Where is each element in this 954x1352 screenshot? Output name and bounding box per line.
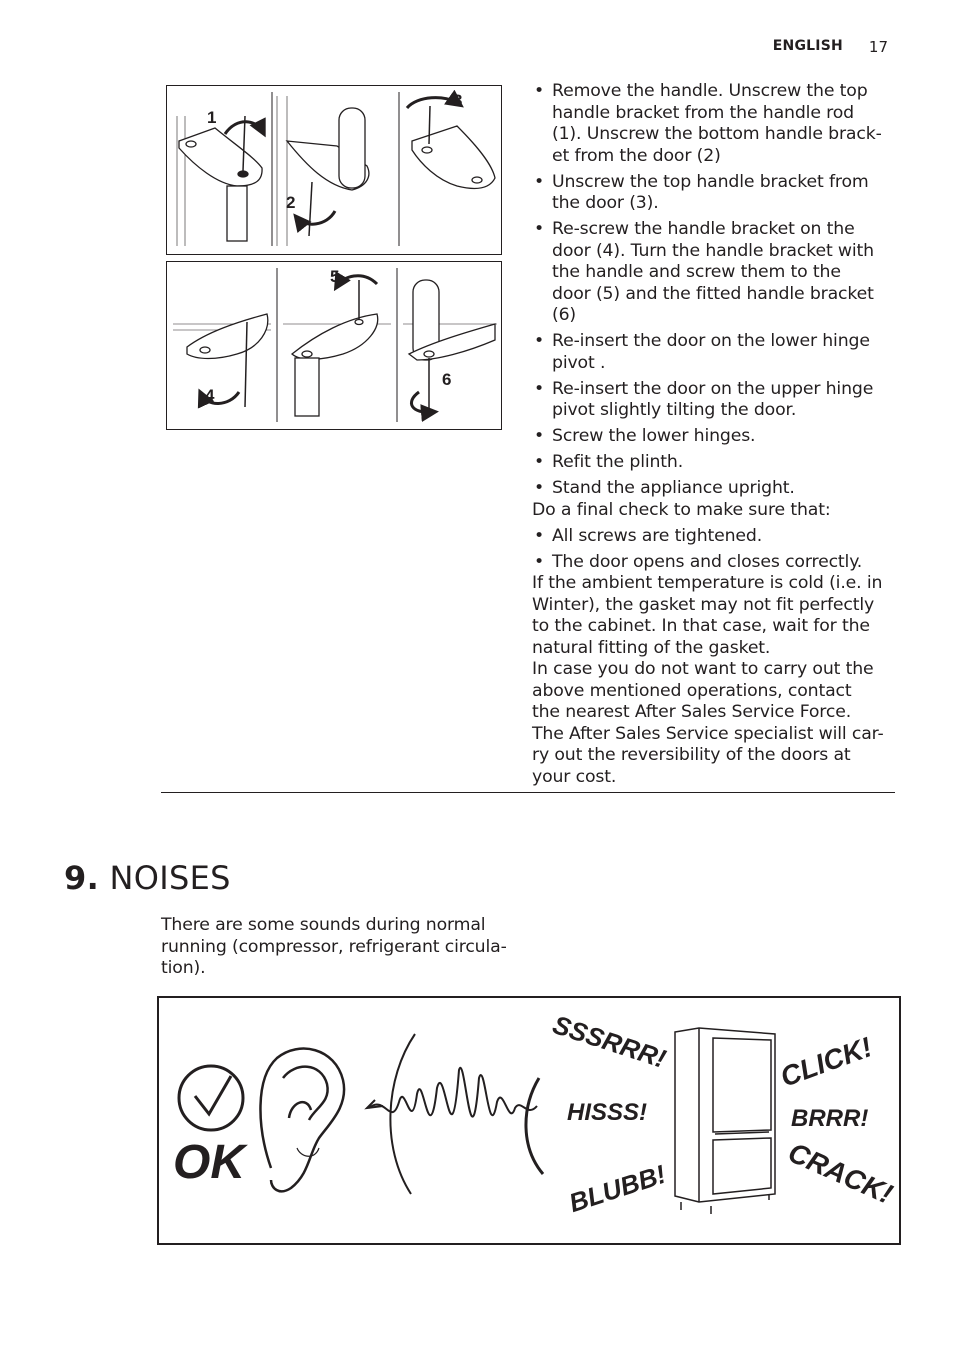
check-circle-icon [179, 1066, 243, 1130]
noise-drawing [159, 998, 899, 1243]
sound-blubb: BLUBB! [565, 1158, 670, 1219]
step-item: • Re-screw the handle bracket on the door (4). Turn the handle bracket with the handle and screw them to the door (5) and the fitted handle bracket (6) [532, 219, 884, 327]
step-label-6: 6 [442, 370, 452, 389]
final-check-intro: Do a final check to make sure that: [532, 499, 831, 520]
gasket-note: If the ambient temperature is cold (i.e. in Winter), the gasket may not fit perfectly to the cabinet. In that case, wait for the natural fitting of the gasket. [532, 573, 883, 658]
check-list [532, 526, 884, 574]
header-language: ENGLISH [772, 38, 843, 54]
step-item: • Unscrew the top handle bracket from the door (3). [532, 172, 884, 215]
step-item: • Screw the lower hinges. [532, 426, 884, 448]
step-list [532, 81, 884, 500]
step-label-1: 1 [207, 108, 217, 127]
section-number: 9. [64, 859, 100, 897]
ear-icon [260, 1049, 344, 1192]
sound-crack: CRACK! [783, 1136, 898, 1210]
sound-click: CLICK! [776, 1031, 877, 1093]
handle-removal-figure [166, 85, 502, 255]
page-number: 17 [868, 38, 888, 56]
step-item: • Re-insert the door on the upper hinge pivot slightly tilting the door. [532, 379, 884, 422]
section-heading [64, 858, 231, 898]
section-title: NOISES [109, 859, 231, 897]
step-item: • Remove the handle. Unscrew the top handle bracket from the handle rod (1). Unscrew the bottom handle brack-et from the door (2) [532, 81, 884, 167]
handle-refit-figure [166, 261, 502, 430]
handle-removal-drawing [167, 86, 501, 254]
step-item: • Refit the plinth. [532, 452, 884, 474]
noise-illustration [157, 996, 901, 1245]
step-item: • Re-insert the door on the lower hinge pivot . [532, 331, 884, 374]
fridge-icon [675, 1028, 775, 1214]
ok-label: OK [173, 1136, 245, 1189]
check-item: • All screws are tightened. [532, 526, 884, 548]
step-label-4: 4 [205, 386, 215, 405]
check-item: • The door opens and closes correctly. [532, 552, 884, 574]
sound-wave-icon [367, 1034, 543, 1194]
sound-hisss: HISSS! [567, 1099, 648, 1126]
door-reversal-instructions [532, 81, 884, 788]
service-note: In case you do not want to carry out the above mentioned operations, contact the nearest After Sales Service Force. The After Sales Service specialist will car-ry out the reversibility of the doors at your cost. [532, 659, 884, 787]
sound-sssrrr: SSSRRR! [549, 1009, 670, 1074]
handle-refit-drawing [167, 262, 501, 429]
step-label-2: 2 [286, 193, 296, 212]
step-label-3: 3 [453, 91, 463, 110]
step-item: • Stand the appliance upright. [532, 478, 884, 500]
noises-intro: There are some sounds during normal running (compressor, refrigerant circula-tion). [161, 915, 507, 978]
sound-brrr: BRRR! [791, 1105, 869, 1132]
section-divider [161, 792, 895, 793]
page-header [773, 38, 888, 56]
step-label-5: 5 [330, 267, 340, 286]
